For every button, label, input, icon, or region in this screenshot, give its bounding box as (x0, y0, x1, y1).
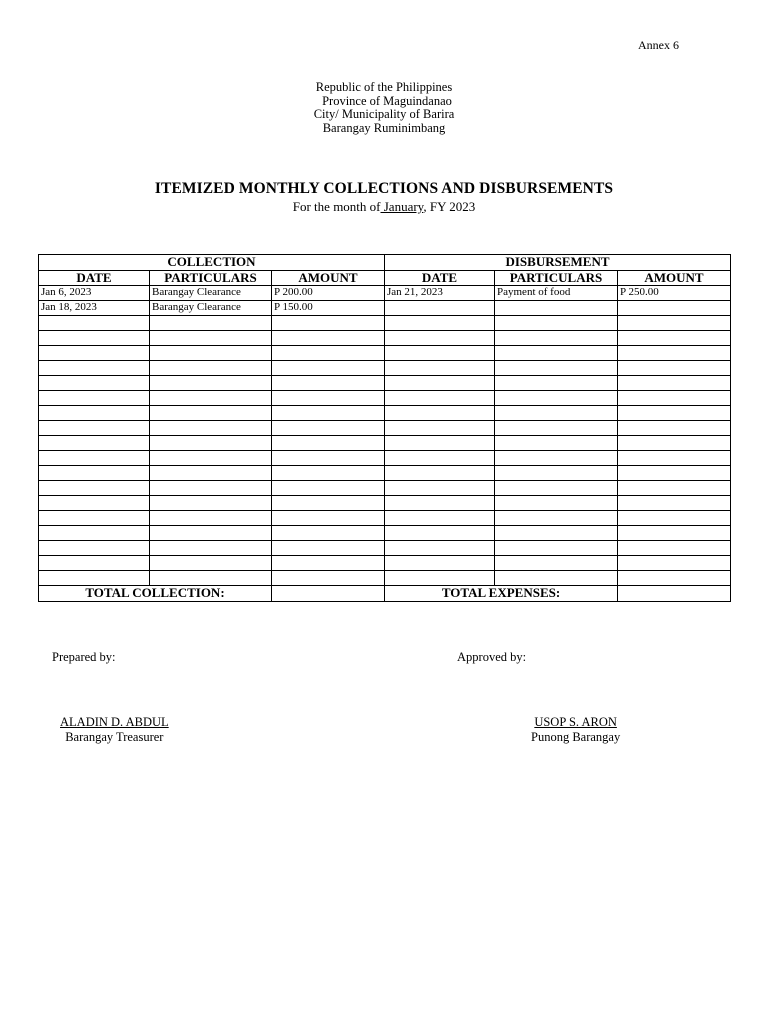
header-line-barangay: Barangay Ruminimbang (322, 120, 446, 135)
subtitle-prefix: For the month of (292, 199, 381, 214)
col-header-collection-particulars: PARTICULARS (150, 271, 272, 286)
collection-particulars-cell (150, 331, 272, 346)
header-line-republic: Republic of the Philippines (315, 80, 453, 94)
collection-amount-cell (272, 526, 385, 541)
disbursement-particulars-cell (495, 391, 618, 406)
collection-particulars-cell (150, 511, 272, 526)
prepared-name: ALADIN D. ABDUL (60, 715, 169, 729)
disbursement-date-cell (385, 511, 495, 526)
collection-amount-cell (272, 406, 385, 421)
disbursement-date-cell (385, 571, 495, 586)
disbursement-date-cell: Jan 21, 2023 (385, 286, 495, 301)
collection-date-cell (39, 436, 150, 451)
collection-particulars-cell (150, 526, 272, 541)
totals-row (39, 586, 731, 602)
collection-particulars-cell (150, 346, 272, 361)
total-expenses-value (618, 586, 731, 602)
document-header (0, 81, 768, 135)
col-header-disbursement-amount: AMOUNT (618, 271, 731, 286)
disbursement-date-cell (385, 496, 495, 511)
collection-particulars-cell (150, 376, 272, 391)
disbursement-particulars-cell (495, 346, 618, 361)
collection-amount-cell (272, 511, 385, 526)
table-row (39, 421, 731, 436)
prepared-title: Barangay Treasurer (65, 730, 164, 744)
collection-amount-cell (272, 466, 385, 481)
disbursement-particulars-cell (495, 511, 618, 526)
prepared-by-label: Prepared by: (52, 650, 116, 664)
collection-date-cell (39, 556, 150, 571)
collection-amount-cell (272, 361, 385, 376)
collection-date-cell (39, 451, 150, 466)
disbursement-date-cell (385, 301, 495, 316)
disbursement-particulars-cell (495, 556, 618, 571)
collection-particulars-cell (150, 316, 272, 331)
collection-amount-cell: P 150.00 (272, 301, 385, 316)
collection-date-cell (39, 496, 150, 511)
document-title: ITEMIZED MONTHLY COLLECTIONS AND DISBURSEMENTS (154, 180, 614, 197)
table-row (39, 556, 731, 571)
prepared-signature-block (60, 715, 169, 745)
disbursement-date-cell (385, 346, 495, 361)
collection-particulars-cell (150, 541, 272, 556)
collection-section-header: COLLECTION (39, 255, 385, 271)
total-collection-value (272, 586, 385, 602)
collection-particulars-cell: Barangay Clearance (150, 301, 272, 316)
disbursement-amount-cell: P 250.00 (618, 286, 731, 301)
disbursement-amount-cell (618, 436, 731, 451)
table-row (39, 481, 731, 496)
approved-by-label: Approved by: (457, 650, 527, 664)
collection-amount-cell (272, 571, 385, 586)
col-header-disbursement-date: DATE (385, 271, 495, 286)
collection-amount-cell (272, 451, 385, 466)
disbursement-date-cell (385, 436, 495, 451)
approved-name: USOP S. ARON (534, 715, 617, 729)
collection-date-cell (39, 406, 150, 421)
disbursement-amount-cell (618, 541, 731, 556)
collection-amount-cell (272, 496, 385, 511)
collection-particulars-cell (150, 451, 272, 466)
ledger-table (38, 254, 731, 602)
collection-date-cell (39, 331, 150, 346)
disbursement-amount-cell (618, 301, 731, 316)
disbursement-date-cell (385, 376, 495, 391)
disbursement-particulars-cell (495, 376, 618, 391)
collection-date-cell (39, 541, 150, 556)
collection-date-cell (39, 571, 150, 586)
disbursement-date-cell (385, 361, 495, 376)
total-collection-label: TOTAL COLLECTION: (39, 586, 272, 602)
disbursement-date-cell (385, 406, 495, 421)
disbursement-date-cell (385, 331, 495, 346)
header-line-province: Province of Maguindanao (322, 93, 452, 108)
collection-amount-cell: P 200.00 (272, 286, 385, 301)
disbursement-date-cell (385, 541, 495, 556)
collection-particulars-cell (150, 571, 272, 586)
approved-signature-block (531, 715, 620, 745)
collection-date-cell: Jan 18, 2023 (39, 301, 150, 316)
collection-particulars-cell (150, 391, 272, 406)
collection-particulars-cell (150, 466, 272, 481)
disbursement-particulars-cell (495, 451, 618, 466)
collection-date-cell (39, 346, 150, 361)
disbursement-amount-cell (618, 346, 731, 361)
disbursement-particulars-cell (495, 406, 618, 421)
annex-label: Annex 6 (638, 38, 679, 52)
collection-amount-cell (272, 391, 385, 406)
collection-particulars-cell (150, 496, 272, 511)
collection-amount-cell (272, 331, 385, 346)
table-row (39, 406, 731, 421)
collection-date-cell (39, 421, 150, 436)
disbursement-particulars-cell (495, 331, 618, 346)
collection-amount-cell (272, 316, 385, 331)
disbursement-amount-cell (618, 361, 731, 376)
disbursement-date-cell (385, 526, 495, 541)
disbursement-particulars-cell: Payment of food (495, 286, 618, 301)
table-row (39, 391, 731, 406)
disbursement-amount-cell (618, 421, 731, 436)
disbursement-particulars-cell (495, 541, 618, 556)
collection-amount-cell (272, 541, 385, 556)
disbursement-amount-cell (618, 316, 731, 331)
table-row (39, 436, 731, 451)
collection-date-cell (39, 391, 150, 406)
disbursement-amount-cell (618, 451, 731, 466)
collection-amount-cell (272, 346, 385, 361)
table-row (39, 496, 731, 511)
column-header-row (39, 271, 731, 286)
disbursement-amount-cell (618, 481, 731, 496)
table-row (39, 466, 731, 481)
disbursement-amount-cell (618, 511, 731, 526)
approved-title: Punong Barangay (531, 730, 621, 744)
disbursement-amount-cell (618, 331, 731, 346)
col-header-collection-date: DATE (39, 271, 150, 286)
table-row (39, 316, 731, 331)
disbursement-amount-cell (618, 496, 731, 511)
disbursement-particulars-cell (495, 526, 618, 541)
table-row (39, 526, 731, 541)
collection-particulars-cell (150, 361, 272, 376)
disbursement-amount-cell (618, 466, 731, 481)
total-expenses-label: TOTAL EXPENSES: (385, 586, 618, 602)
collection-date-cell (39, 511, 150, 526)
collection-amount-cell (272, 436, 385, 451)
disbursement-particulars-cell (495, 466, 618, 481)
disbursement-particulars-cell (495, 361, 618, 376)
table-row (39, 286, 731, 301)
collection-date-cell (39, 466, 150, 481)
collection-amount-cell (272, 556, 385, 571)
collection-date-cell: Jan 6, 2023 (39, 286, 150, 301)
disbursement-particulars-cell (495, 436, 618, 451)
disbursement-particulars-cell (495, 571, 618, 586)
col-header-collection-amount: AMOUNT (272, 271, 385, 286)
disbursement-section-header: DISBURSEMENT (385, 255, 731, 271)
disbursement-date-cell (385, 316, 495, 331)
disbursement-particulars-cell (495, 316, 618, 331)
collection-particulars-cell: Barangay Clearance (150, 286, 272, 301)
section-header-row (39, 255, 731, 271)
collection-particulars-cell (150, 421, 272, 436)
collection-date-cell (39, 376, 150, 391)
document-subtitle (0, 199, 768, 215)
collection-amount-cell (272, 421, 385, 436)
disbursement-amount-cell (618, 391, 731, 406)
disbursement-date-cell (385, 451, 495, 466)
table-row (39, 571, 731, 586)
collection-particulars-cell (150, 406, 272, 421)
disbursement-amount-cell (618, 526, 731, 541)
table-row (39, 376, 731, 391)
table-row (39, 301, 731, 316)
disbursement-amount-cell (618, 556, 731, 571)
disbursement-particulars-cell (495, 496, 618, 511)
disbursement-date-cell (385, 481, 495, 496)
col-header-disbursement-particulars: PARTICULARS (495, 271, 618, 286)
table-row (39, 331, 731, 346)
collection-date-cell (39, 526, 150, 541)
disbursement-date-cell (385, 391, 495, 406)
disbursement-amount-cell (618, 571, 731, 586)
table-row (39, 451, 731, 466)
header-line-municipality: City/ Municipality of Barira (313, 107, 455, 121)
table-row (39, 511, 731, 526)
disbursement-amount-cell (618, 406, 731, 421)
table-row (39, 361, 731, 376)
disbursement-date-cell (385, 556, 495, 571)
collection-amount-cell (272, 376, 385, 391)
disbursement-date-cell (385, 466, 495, 481)
collection-amount-cell (272, 481, 385, 496)
collection-date-cell (39, 481, 150, 496)
disbursement-particulars-cell (495, 301, 618, 316)
collection-date-cell (39, 361, 150, 376)
disbursement-date-cell (385, 421, 495, 436)
subtitle-month: January (380, 199, 424, 214)
collection-particulars-cell (150, 481, 272, 496)
disbursement-particulars-cell (495, 481, 618, 496)
collection-date-cell (39, 316, 150, 331)
collection-particulars-cell (150, 436, 272, 451)
subtitle-suffix: , FY 2023 (423, 199, 476, 214)
disbursement-amount-cell (618, 376, 731, 391)
collection-particulars-cell (150, 556, 272, 571)
table-row (39, 541, 731, 556)
disbursement-particulars-cell (495, 421, 618, 436)
table-row (39, 346, 731, 361)
